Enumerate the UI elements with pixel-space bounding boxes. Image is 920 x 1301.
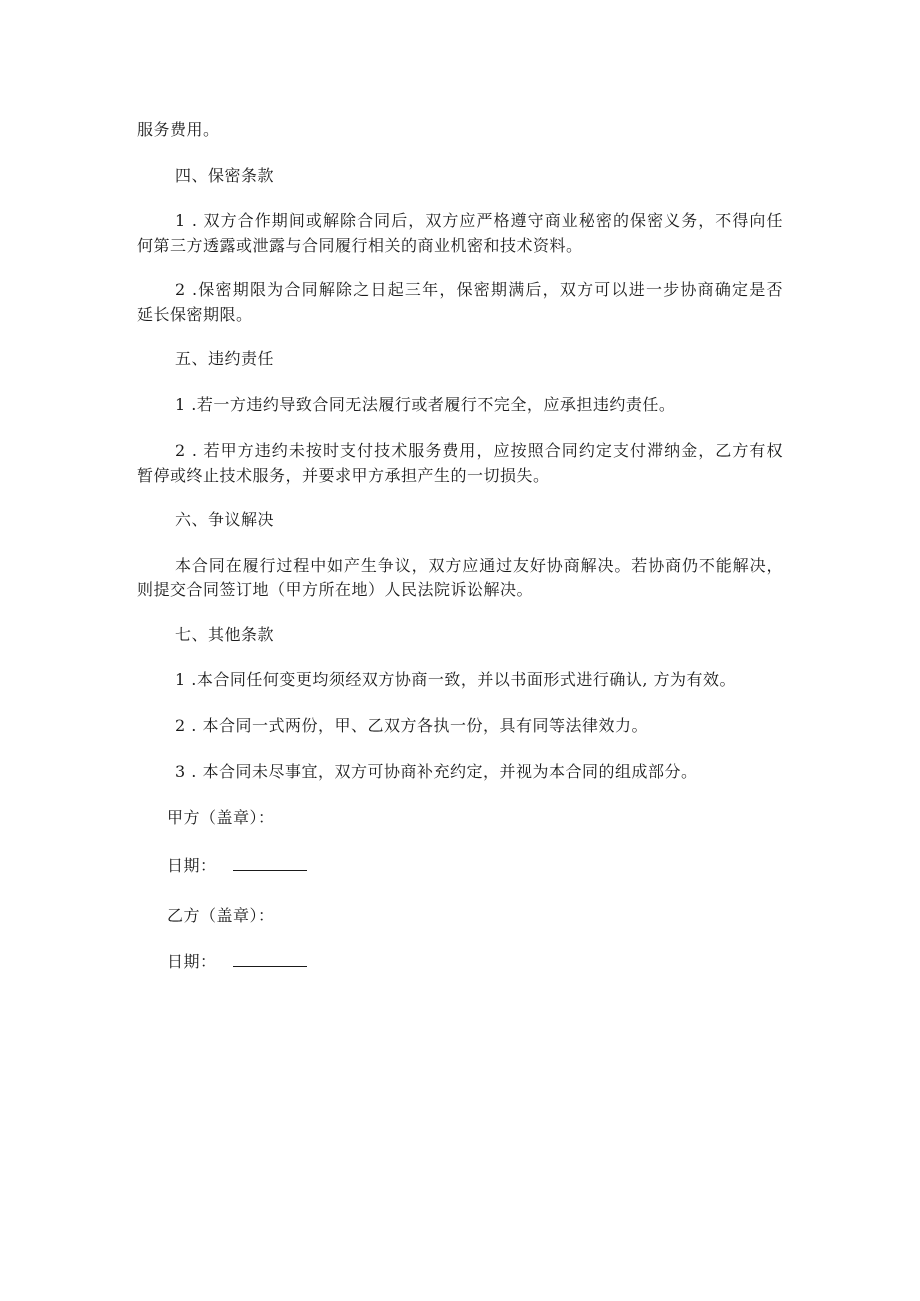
section-heading-confidentiality: 四、保密条款: [175, 166, 275, 185]
party-b-date-blank: [233, 952, 307, 967]
confidentiality-item-1-line-2: 何第三方透露或泄露与合同履行相关的商业机密和技术资料。: [137, 236, 583, 255]
section-heading-dispute: 六、争议解决: [175, 510, 275, 529]
liability-item-2-line-2: 暂停或终止技术服务，并要求甲方承担产生的一切损失。: [137, 466, 550, 485]
liability-item-1: 1 .若一方违约导致合同无法履行或者履行不完全，应承担违约责任。: [175, 395, 676, 414]
section-heading-other: 七、其他条款: [175, 625, 275, 644]
party-a-date: [167, 856, 307, 876]
continuation-text: 服务费用。: [137, 120, 220, 139]
confidentiality-item-1-line-1: 1 . 双方合作期间或解除合同后，双方应严格遵守商业秘密的保密义务，不得向任: [175, 211, 783, 230]
other-item-2: 2 . 本合同一式两份，甲、乙双方各执一份，具有同等法律效力。: [175, 716, 648, 735]
party-a-date-blank: [233, 856, 307, 871]
dispute-para-line-1: 本合同在履行过程中如产生争议，双方应通过友好协商解决。若协商仍不能解决，: [175, 556, 783, 575]
party-b-date-label: 日期：: [167, 952, 217, 971]
other-item-3: 3 . 本合同未尽事宜，双方可协商补充约定，并视为本合同的组成部分。: [175, 762, 698, 781]
party-a-seal: 甲方（盖章）：: [167, 808, 275, 827]
confidentiality-item-2-line-2: 延长保密期限。: [137, 305, 253, 324]
section-heading-liability: 五、违约责任: [175, 349, 275, 368]
dispute-para-line-2: 则提交合同签订地（甲方所在地）人民法院诉讼解决。: [137, 580, 534, 599]
party-b-seal: 乙方（盖章）：: [167, 906, 275, 925]
confidentiality-item-2-line-1: 2 .保密期限为合同解除之日起三年，保密期满后，双方可以进一步协商确定是否: [175, 280, 783, 299]
liability-item-2-line-1: 2 . 若甲方违约未按时支付技术服务费用，应按照合同约定支付滞纳金，乙方有权: [175, 441, 783, 460]
party-a-date-label: 日期：: [167, 856, 217, 875]
other-item-1: 1 .本合同任何变更均须经双方协商一致，并以书面形式进行确认, 方为有效。: [175, 670, 737, 689]
party-b-date: [167, 952, 307, 972]
